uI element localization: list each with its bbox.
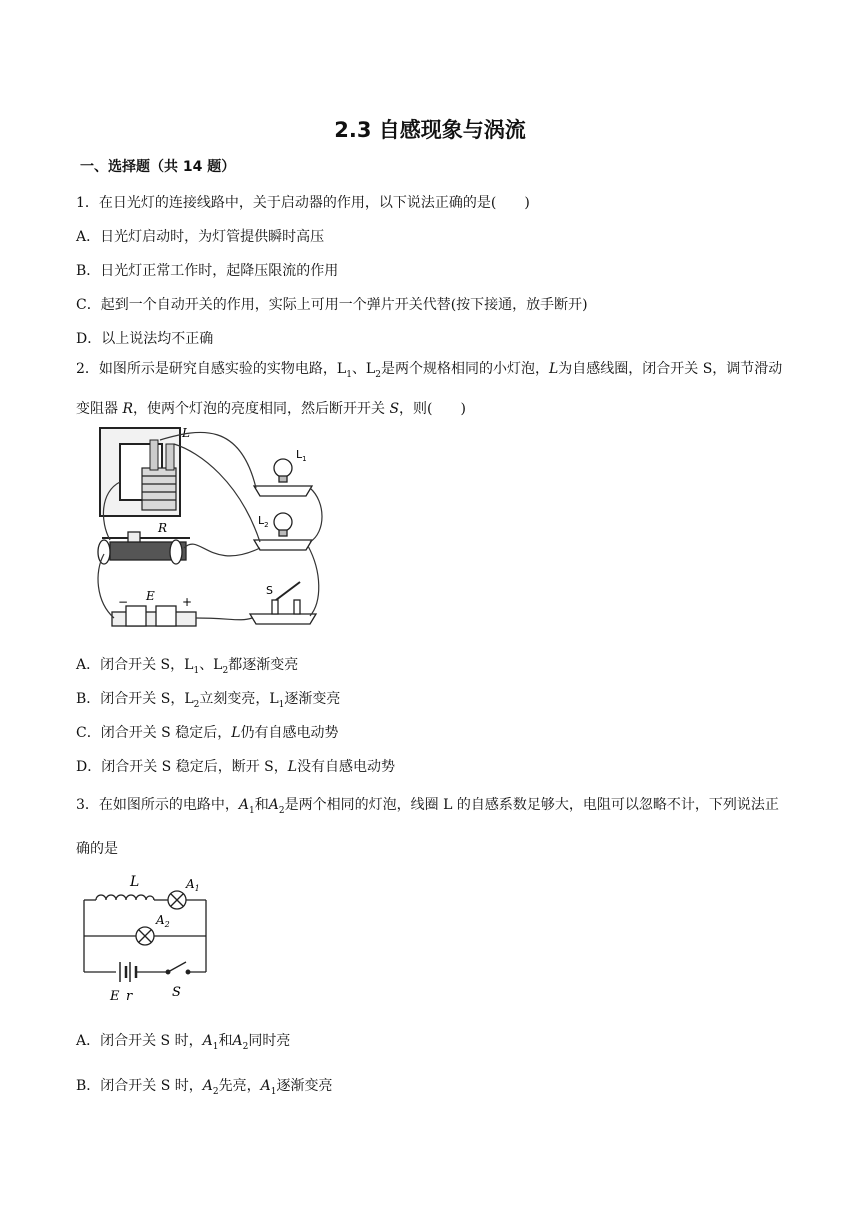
q3-option-a: A．闭合开关 S 时，$A_1$和$A_2$同时亮 <box>76 1033 291 1052</box>
q3-label-A2: $A_2$ <box>156 913 170 929</box>
q1-option-a: A．日光灯启动时，为灯管提供瞬时高压 <box>76 229 325 245</box>
q3-switch <box>166 962 190 974</box>
q2-stem: 2．如图所示是研究自感实验的实物电路，$L_1$、$L_2$是两个规格相同的小灯泡，L为自感线圈，闭合开关 S，调节滑动变阻器 R，使两个灯泡的亮度相同，然后断开开关 S，则( ) <box>76 361 783 417</box>
inductor-coil <box>142 468 176 510</box>
q2-option-d: D．闭合开关 S 稳定后，断开 S，L没有自感电动势 <box>76 759 396 775</box>
fig-label-L1: $L_1$ <box>296 448 307 463</box>
q3-stem: 3．在如图所示的电路中，$A_1$和$A_2$是两个相同的灯泡，线圈 L 的自感系数足够大，电阻可以忽略不计，下列说法正确的是 <box>76 797 779 857</box>
q3-label-r: r <box>126 989 133 1004</box>
q3-label-L: L <box>130 874 140 890</box>
battery <box>112 606 196 626</box>
q3-inductor <box>96 895 154 900</box>
fig-label-plus: + <box>182 595 193 609</box>
q2-option-c: C．闭合开关 S 稳定后，L仍有自感电动势 <box>76 725 339 741</box>
q3-battery <box>120 962 136 982</box>
q2-option-b: B．闭合开关 S，$L_2$立刻变亮，$L_1$逐渐变亮 <box>76 691 341 710</box>
fig-label-S: S <box>266 584 273 597</box>
q1-option-c: C．起到一个自动开关的作用，实际上可用一个弹片开关代替(按下接通，放手断开) <box>76 297 588 313</box>
q2-circuit-photo <box>90 422 330 640</box>
fig-label-L: L <box>182 426 190 440</box>
q3-label-A1: $A_1$ <box>186 877 200 893</box>
q2-option-a: A．闭合开关 S，$L_1$、$L_2$都逐渐变亮 <box>76 657 299 676</box>
rheostat <box>98 532 190 564</box>
q1-option-d: D．以上说法均不正确 <box>76 331 214 347</box>
q3-label-S: S <box>172 985 181 1000</box>
fig-label-E: E <box>146 589 155 603</box>
q3-circuit-diagram <box>76 866 216 1006</box>
q3-lamp-A2 <box>136 927 154 945</box>
fig-label-L2: $L_2$ <box>258 514 269 529</box>
section-heading: 一、选择题（共 14 题） <box>80 159 236 175</box>
q3-label-E: E <box>110 989 120 1004</box>
page-title: 2.3 自感现象与涡流 <box>334 118 526 142</box>
switch <box>250 582 316 624</box>
q1-stem: 1．在日光灯的连接线路中，关于启动器的作用，以下说法正确的是( ) <box>76 195 530 211</box>
q1-option-b: B．日光灯正常工作时，起降压限流的作用 <box>76 263 339 279</box>
q3-option-b: B．闭合开关 S 时，$A_2$先亮，$A_1$逐渐变亮 <box>76 1078 333 1097</box>
fig-label-R: R <box>158 521 168 535</box>
fig-label-minus: − <box>118 595 129 609</box>
lamp-L1 <box>254 459 312 496</box>
q3-lamp-A1 <box>168 891 186 909</box>
